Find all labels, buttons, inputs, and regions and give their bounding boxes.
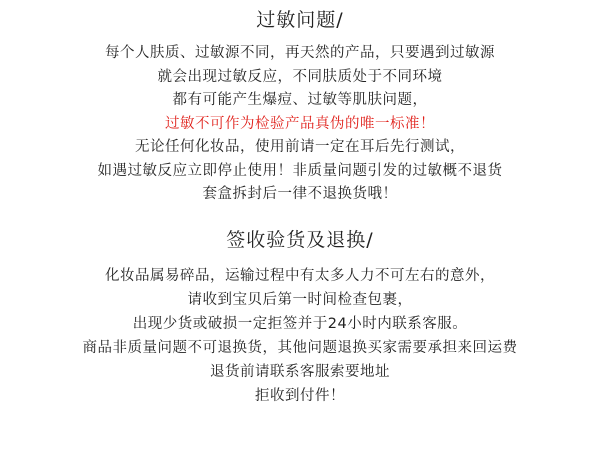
- allergy-heading: 过敏问题/: [256, 9, 344, 31]
- allergy-warning-line: 过敏不可作为检验产品真伪的唯一标准！: [165, 115, 435, 132]
- inspection-line-1: 化妆品属易碎品，运输过程中有太多人力不可左右的意外，: [105, 268, 495, 284]
- inspection-line-5: 退货前请联系客服索要地址: [210, 364, 390, 380]
- inspection-heading: 签收验货及退换/: [226, 229, 374, 251]
- allergy-section: [0, 6, 600, 207]
- inspection-line-2: 请收到宝贝后第一时间检查包裹，: [187, 292, 413, 308]
- allergy-line-5: 无论任何化妆品，使用前请一定在耳后先行测试，: [135, 139, 465, 155]
- inspection-line-6: 拒收到付件！: [255, 388, 345, 404]
- allergy-line-6: 如遇过敏反应立即停止使用！非质量问题引发的过敏概不退货: [97, 162, 503, 179]
- inspection-line-3: 出现少货或破损一定拒签并于24小时内联系客服。: [132, 316, 468, 332]
- allergy-line-7: 套盒拆封后一律不退换货哦！: [202, 186, 398, 202]
- allergy-line-2: 就会出现过敏反应，不同肤质处于不同环境: [157, 68, 443, 85]
- inspection-section: [0, 226, 600, 408]
- inspection-line-4: 商品非质量问题不可退换货，其他问题退换买家需要承担来回运费: [82, 340, 518, 356]
- allergy-line-3: 都有可能产生爆痘、过敏等肌肤问题，: [172, 92, 428, 108]
- allergy-line-1: 每个人肤质、过敏源不同，再天然的产品，只要遇到过敏源: [105, 45, 495, 61]
